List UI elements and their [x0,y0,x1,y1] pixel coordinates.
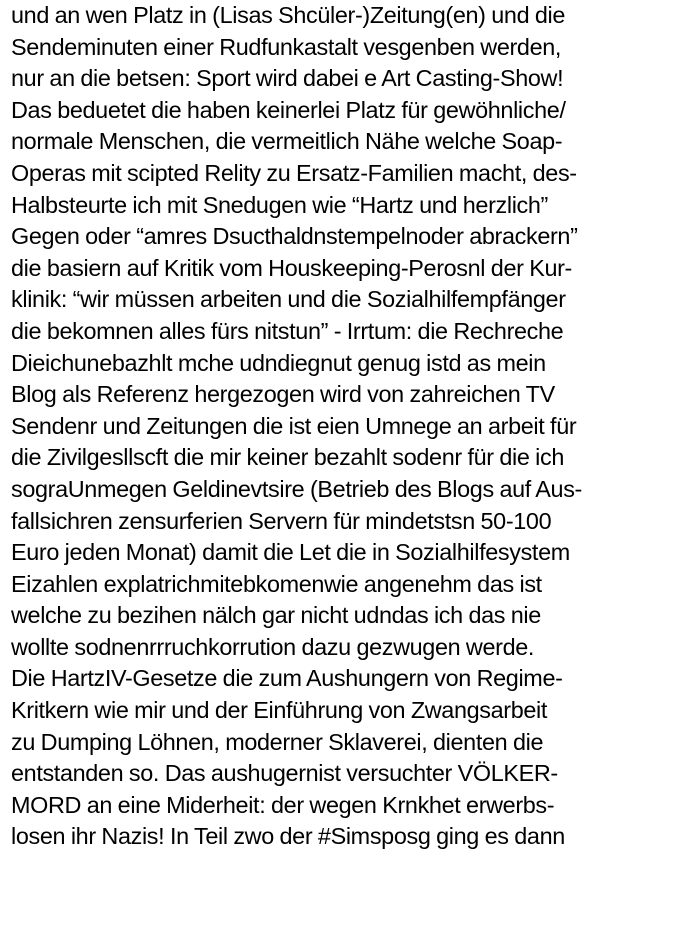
body-text [11,0,679,853]
text-line: Euro jeden Monat) damit die Let die in Sozialhilfesystem [11,539,570,566]
text-line: fallsichren zensurferien Servern für mindetstsn 50-100 [11,507,552,534]
text-line: die bekomnen alles fürs nitstun” - Irrtum: die Rechreche [11,317,564,344]
text-line: sograUnmegen Geldinevtsire (Betrieb des Blogs auf Aus- [11,475,582,502]
text-line: Blog als Referenz hergezogen wird von zahreichen TV [11,381,555,408]
text-line: die Zivilgesllscft die mir keiner bezahlt sodenr für die ich [11,444,565,471]
text-line: entstanden so. Das aushugernist versuchter VÖLKER- [11,760,558,787]
text-line: normale Menschen, die vermeitlich Nähe welche Soap- [11,128,563,155]
text-line: nur an die betsen: Sport wird dabei e Art Casting-Show! [11,65,564,92]
text-line: Sendeminuten einer Rudfunkastalt vesgenben werden, [11,33,562,60]
text-line: Die HartzIV-Gesetze die zum Aushungern von Regime- [11,665,563,692]
text-line: losen ihr Nazis! In Teil zwo der #Simsposg ging es dann [11,823,565,850]
text-line: Gegen oder “amres Dsucthaldnstempelnoder abrackern” [11,223,578,250]
text-line: Sendenr und Zeitungen die ist eien Umnege an arbeit für [11,412,577,439]
text-line: wollte sodnenrrruchkorrution dazu gezwugen werde. [11,633,535,660]
text-line: Kritkern wie mir und der Einführung von Zwangsarbeit [11,697,548,724]
text-line: Das beduetet die haben keinerlei Platz für gewöhnliche/ [11,96,566,123]
text-line: welche zu bezihen nälch gar nicht udndas ich das nie [11,602,541,629]
text-line: zu Dumping Löhnen, moderner Sklaverei, dienten die [11,728,544,755]
text-line: und an wen Platz in (Lisas Shcüler-)Zeitung(en) und die [11,2,566,28]
text-line: klinik: “wir müssen arbeiten und die Sozialhilfempfänger [11,286,566,313]
text-line: MORD an eine Miderheit: der wegen Krnkhet erwerbs- [11,791,555,818]
text-line: Halbsteurte ich mit Snedugen wie “Hartz und herzlich” [11,191,548,218]
text-line: Eizahlen explatrichmitebkomenwie angenehm das ist [11,570,542,597]
text-line: Operas mit scipted Relity zu Ersatz-Familien macht, des- [11,159,577,186]
text-line: Dieichunebazhlt mche udndiegnut genug istd as mein [11,349,546,376]
text-line: die basiern auf Kritik vom Houskeeping-Perosnl der Kur- [11,254,572,281]
